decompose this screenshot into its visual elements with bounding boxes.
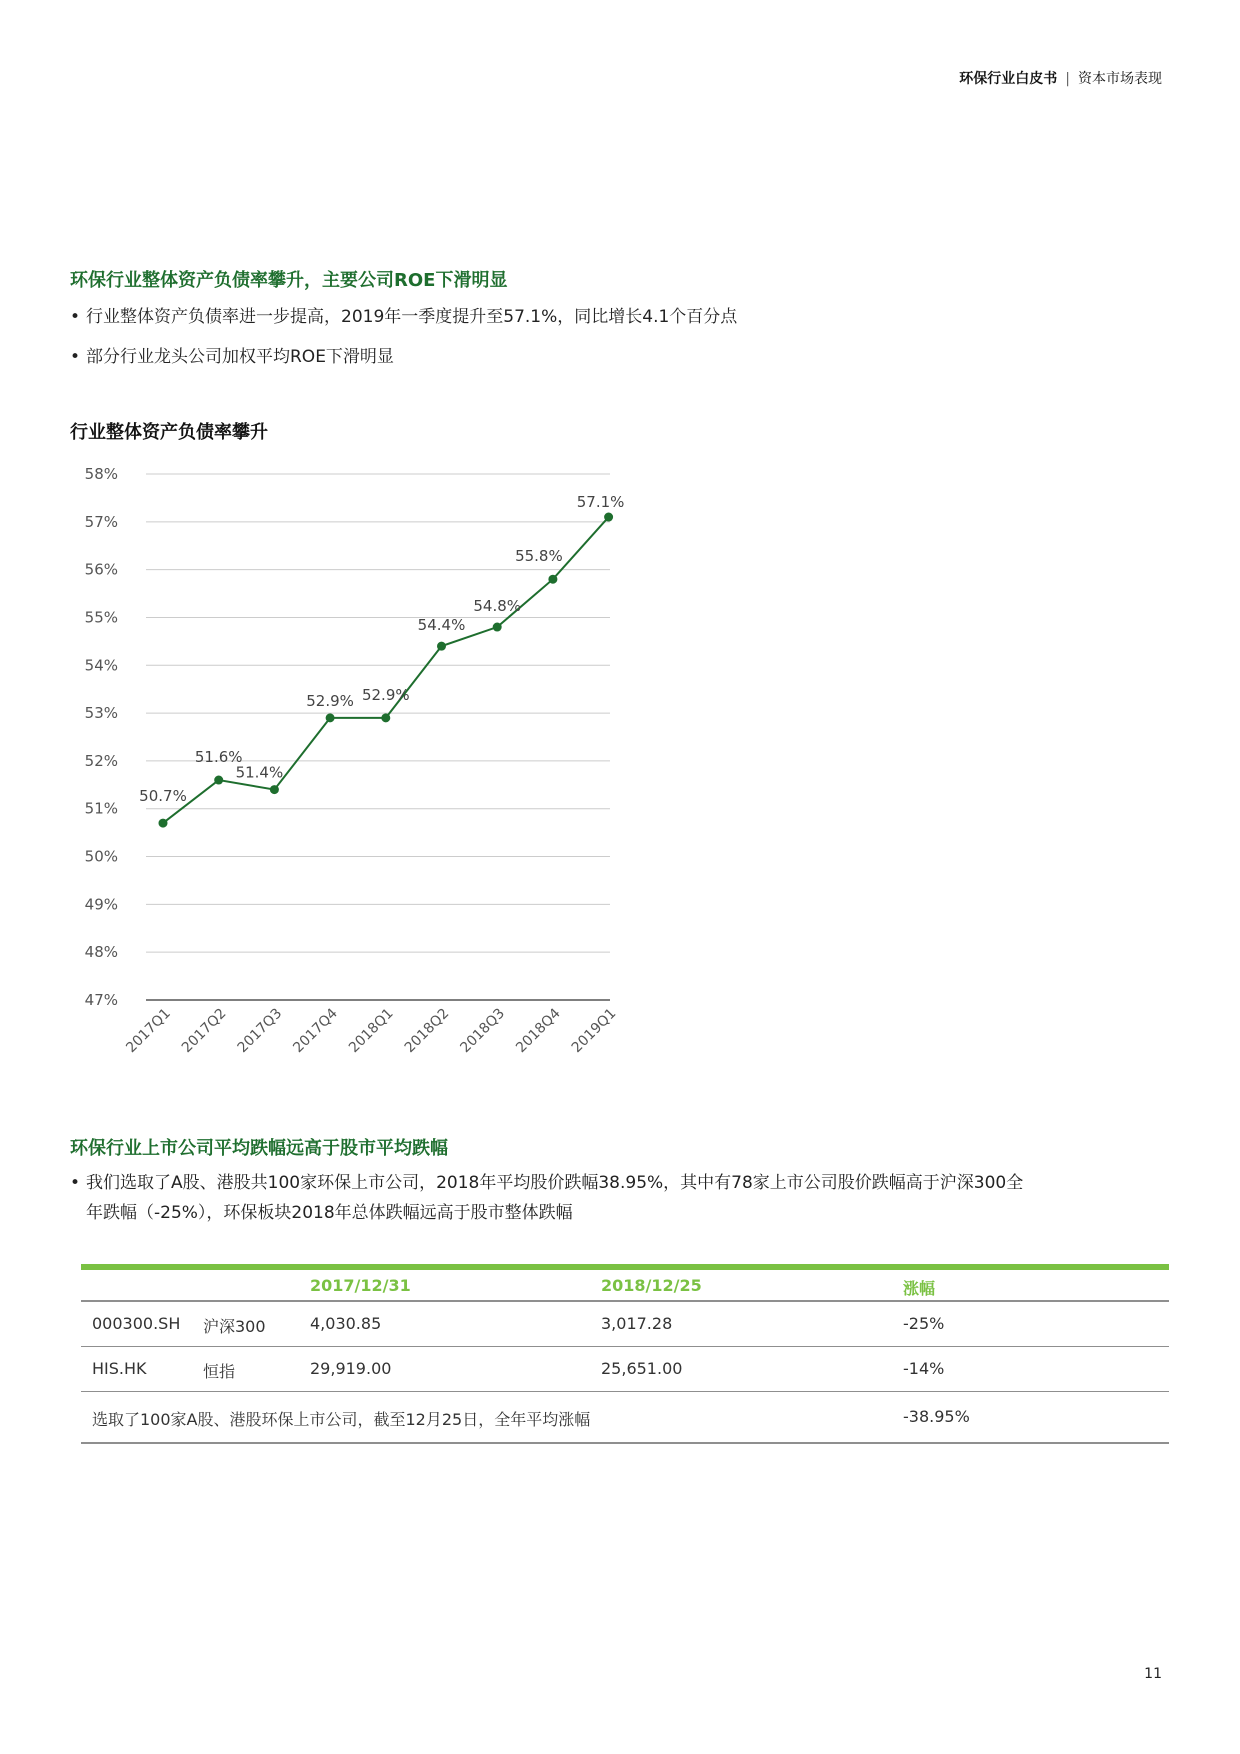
bullet-text: 部分行业龙头公司加权平均ROE下滑明显 xyxy=(86,347,394,367)
x-tick-label: 2018Q3 xyxy=(457,1005,509,1057)
row-name: 恒指 xyxy=(203,1362,236,1381)
row-value-2017: 29,919.00 xyxy=(310,1359,392,1378)
data-label: 55.8% xyxy=(515,547,563,566)
row-name: 沪深300 xyxy=(203,1317,266,1336)
row-value-2017: 4,030.85 xyxy=(310,1314,382,1333)
data-label: 52.9% xyxy=(361,685,410,704)
data-point xyxy=(604,513,613,522)
data-point xyxy=(159,819,168,828)
bullet-text-line2: 年跌幅（-25%），环保板块2018年总体跌幅远高于股市整体跌幅 xyxy=(86,1203,573,1223)
data-label: 57.1% xyxy=(576,493,625,512)
bullet-text: 行业整体资产负债率进一步提高，2019年一季度提升至57.1%，同比增长4.1个百分点 xyxy=(86,307,738,327)
header-change: 涨幅 xyxy=(903,1279,936,1298)
page-header xyxy=(959,68,1162,88)
row-change: -14% xyxy=(903,1359,945,1378)
row-value-2018: 25,651.00 xyxy=(601,1359,683,1378)
data-point xyxy=(437,642,446,651)
data-point xyxy=(214,776,223,785)
data-label: 54.8% xyxy=(473,597,522,616)
table-row xyxy=(81,1347,1169,1392)
header-separator: | xyxy=(1065,71,1070,87)
y-tick-label: 55% xyxy=(84,608,118,627)
y-tick-label: 47% xyxy=(84,991,118,1009)
y-tick-label: 56% xyxy=(84,560,118,579)
x-tick-label: 2017Q3 xyxy=(234,1005,286,1057)
header-2018: 2018/12/25 xyxy=(601,1276,702,1295)
y-tick-label: 49% xyxy=(84,895,118,914)
bullet-dot: • xyxy=(70,1173,81,1193)
table-footer-row xyxy=(81,1392,1169,1444)
row-value-2018: 3,017.28 xyxy=(601,1314,673,1333)
data-label: 54.4% xyxy=(417,616,466,635)
footer-label: 选取了100家A股、港股环保上市公司，截至12月25日，全年平均涨幅 xyxy=(92,1410,591,1429)
series-line xyxy=(163,517,609,823)
x-tick-label: 2018Q2 xyxy=(401,1005,453,1057)
row-change: -25% xyxy=(903,1314,945,1333)
row-code: HIS.HK xyxy=(92,1359,147,1378)
data-label: 51.4% xyxy=(235,763,284,782)
header-subtitle: 资本市场表现 xyxy=(1078,71,1162,87)
data-point xyxy=(548,575,557,584)
bullet-item xyxy=(70,302,737,332)
bullet-item xyxy=(70,1168,1023,1228)
table-header-row xyxy=(81,1270,1169,1302)
data-point xyxy=(381,713,390,722)
data-label: 52.9% xyxy=(306,691,354,710)
data-point xyxy=(493,623,502,632)
section-title-debt: 环保行业整体资产负债率攀升，主要公司ROE下滑明显 xyxy=(70,270,508,291)
y-tick-label: 57% xyxy=(84,512,118,531)
bullet-item xyxy=(70,342,394,372)
y-tick-label: 53% xyxy=(84,704,118,723)
data-label: 50.7% xyxy=(139,787,187,806)
stock-performance-table xyxy=(81,1264,1169,1444)
page-number: 11 xyxy=(1144,1666,1162,1682)
header-title: 环保行业白皮书 xyxy=(959,71,1058,87)
x-tick-label: 2017Q4 xyxy=(290,1005,341,1057)
data-point xyxy=(270,785,279,794)
bullet-dot: • xyxy=(70,347,81,367)
table-row xyxy=(81,1302,1169,1347)
header-2017: 2017/12/31 xyxy=(310,1276,411,1295)
chart-title: 行业整体资产负债率攀升 xyxy=(70,422,268,443)
x-tick-label: 2018Q1 xyxy=(346,1005,397,1057)
y-tick-label: 51% xyxy=(84,799,118,818)
data-point xyxy=(326,713,335,722)
x-tick-label: 2017Q1 xyxy=(123,1005,174,1057)
bullet-dot: • xyxy=(70,307,81,327)
data-label: 51.6% xyxy=(194,748,243,767)
y-tick-label: 48% xyxy=(84,943,118,962)
bullet-text-line1: 我们选取了A股、港股共100家环保上市公司，2018年平均股价跌幅38.95%，其中有78家上市公司股价跌幅高于沪深300全 xyxy=(86,1173,1024,1193)
x-tick-label: 2017Q2 xyxy=(178,1005,230,1057)
x-tick-label: 2018Q4 xyxy=(513,1005,564,1057)
y-tick-label: 50% xyxy=(84,847,118,866)
row-code: 000300.SH xyxy=(92,1314,181,1333)
footer-value: -38.95% xyxy=(903,1407,970,1426)
section-title-stock: 环保行业上市公司平均跌幅远高于股市平均跌幅 xyxy=(70,1138,448,1159)
x-tick-label: 2019Q1 xyxy=(568,1005,620,1057)
y-tick-label: 54% xyxy=(84,656,118,675)
y-tick-label: 52% xyxy=(84,751,118,770)
y-tick-label: 58% xyxy=(84,465,118,483)
